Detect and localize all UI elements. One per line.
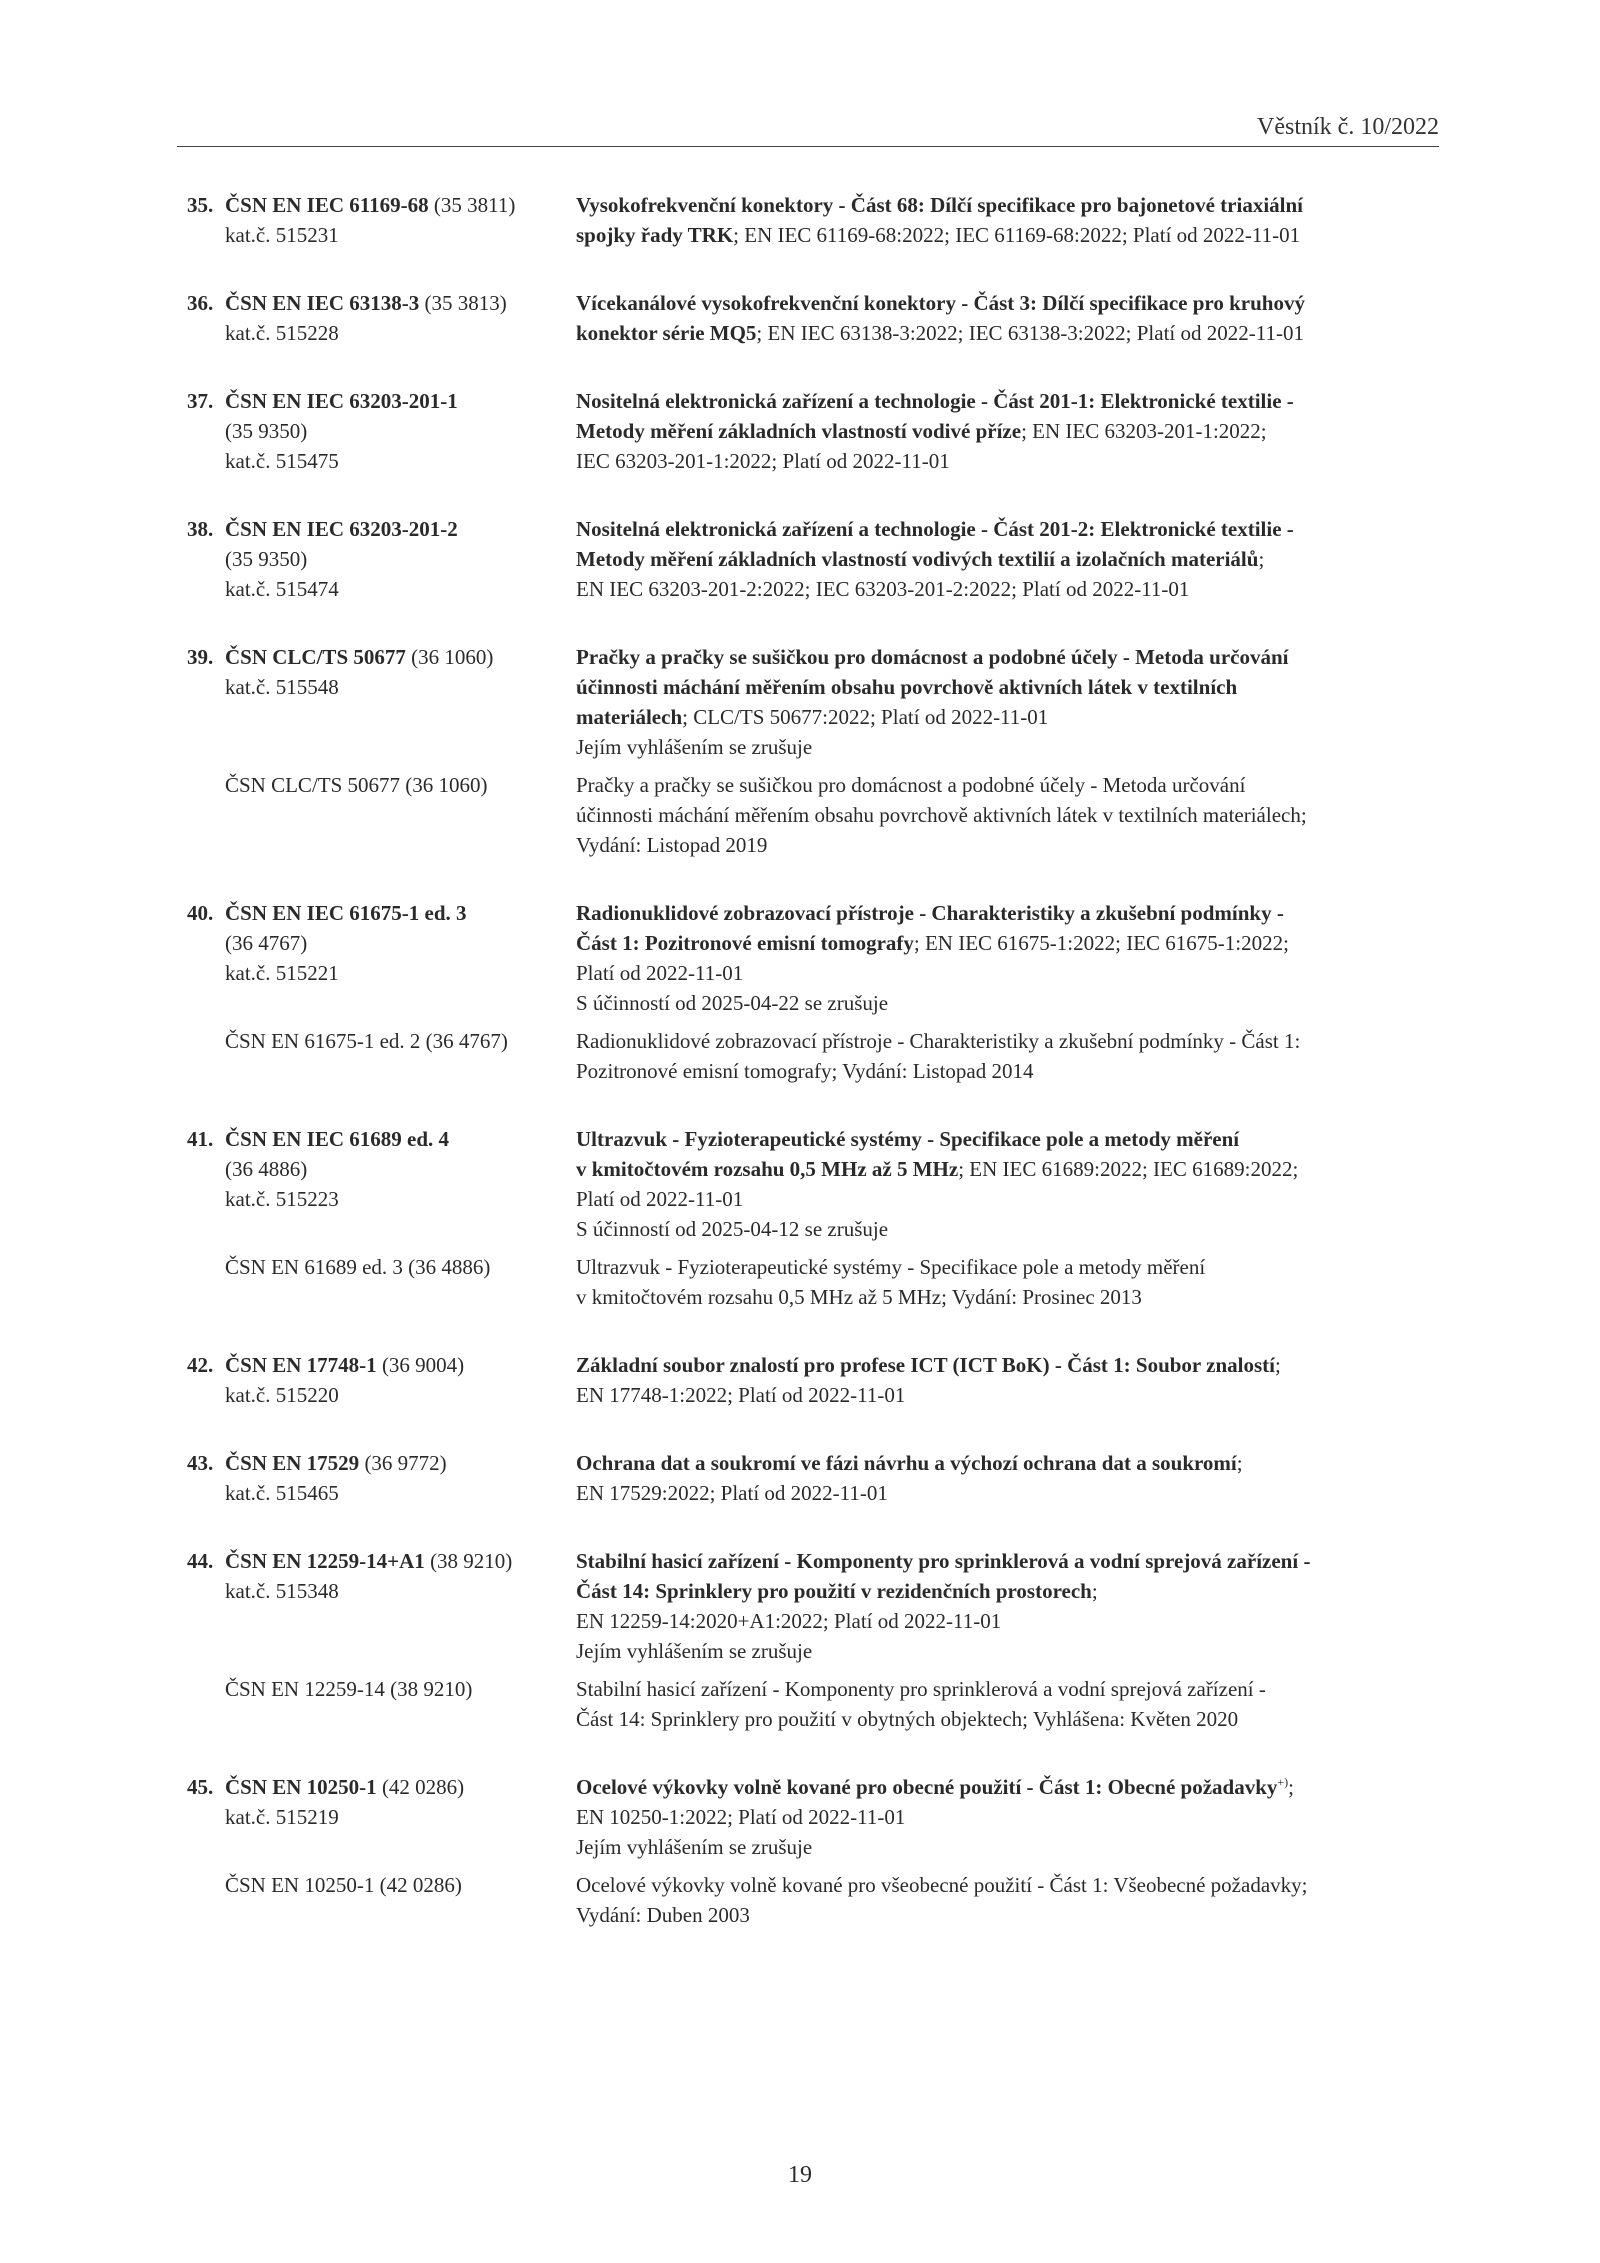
standard-text: EN 17748-1:2022; Platí od 2022-11-01 (576, 1383, 906, 1407)
description-line (576, 1184, 1439, 1214)
standard-row (187, 1448, 1439, 1508)
replaced-designation (187, 1026, 576, 1086)
replaced-designation (187, 1674, 576, 1734)
replaced-description-line: účinnosti máchání měřením obsahu povrchově aktivních látek v textilních materiálech; (576, 803, 1307, 827)
description-line (576, 1636, 1439, 1666)
standard-row (187, 1772, 1439, 1862)
catalog-line (187, 416, 576, 446)
standard-text: ; EN IEC 63203-201-1:2022; (1021, 419, 1267, 443)
standard-title-bold: v kmitočtovém rozsahu 0,5 MHz až 5 MHz (576, 1157, 959, 1181)
replaced-description-line: Stabilní hasicí zařízení - Komponenty pro sprinklerová a vodní sprejová zařízení - (576, 1677, 1266, 1701)
standard-title-bold: Nositelná elektronická zařízení a technologie - Část 201-2: Elektronické textilie - (576, 517, 1294, 541)
standard-title-bold: Část 1: Pozitronové emisní tomografy (576, 931, 914, 955)
catalog-line (187, 1154, 576, 1184)
designation-line (187, 514, 576, 544)
standard-title-bold: Stabilní hasicí zařízení - Komponenty pro sprinklerová a vodní sprejová zařízení - (576, 1549, 1311, 1573)
replaced-standard-row (187, 1252, 1439, 1312)
standard-text: ; EN IEC 63138-3:2022; IEC 63138-3:2022; Platí od 2022-11-01 (756, 321, 1304, 345)
standard-text: ; EN IEC 61169-68:2022; IEC 61169-68:2022; Platí od 2022-11-01 (733, 223, 1301, 247)
standard-title-bold: Ocelové výkovky volně kované pro obecné použití - Část 1: Obecné požadavky (576, 1775, 1278, 1799)
catalog-line (187, 220, 576, 250)
standard-title-bold: Metody měření základních vlastností vodivých textilií a izolačních materiálů (576, 547, 1259, 571)
description-line (576, 1214, 1439, 1244)
standard-text: kat.č. 515219 (225, 1805, 339, 1829)
catalog-line (187, 318, 576, 348)
description-line (576, 1802, 1439, 1832)
standard-title-bold: ČSN EN IEC 61675-1 ed. 3 (225, 901, 467, 925)
standard-description (576, 1772, 1439, 1862)
standard-title-bold: účinnosti máchání měřením obsahu povrchově aktivních látek v textilních (576, 675, 1238, 699)
standard-description (576, 1448, 1439, 1508)
description-line (576, 514, 1439, 544)
standard-entry (187, 1350, 1439, 1410)
standard-text: (35 9350) (225, 419, 308, 443)
standard-entry (187, 642, 1439, 860)
standard-entry (187, 1546, 1439, 1734)
standard-designation (187, 1546, 576, 1666)
description-line (576, 1832, 1439, 1862)
description-line (576, 1546, 1439, 1576)
description-line (576, 318, 1439, 348)
entry-number: 37. (187, 389, 214, 413)
replaced-designation-text: ČSN CLC/TS 50677 (36 1060) (225, 773, 488, 797)
standard-text: kat.č. 515348 (225, 1579, 339, 1603)
description-line (576, 1124, 1439, 1154)
designation-line (187, 288, 576, 318)
catalog-line (187, 1802, 576, 1832)
catalog-line (187, 544, 576, 574)
journal-title: Věstník č. 10/2022 (1257, 114, 1439, 140)
standard-text: (36 4886) (225, 1157, 308, 1181)
standard-designation (187, 1124, 576, 1244)
description-line (576, 1350, 1439, 1380)
entry-number: 40. (187, 901, 214, 925)
standard-text: kat.č. 515220 (225, 1383, 339, 1407)
standard-text: (35 3813) (419, 291, 507, 315)
designation-line (187, 386, 576, 416)
standard-title-bold: Ochrana dat a soukromí ve fázi návrhu a výchozí ochrana dat a soukromí (576, 1451, 1237, 1475)
standard-designation (187, 514, 576, 604)
designation-line (187, 190, 576, 220)
standard-text: (36 4767) (225, 931, 308, 955)
standard-title-bold: Základní soubor znalostí pro profese ICT (ICT BoK) - Část 1: Soubor znalostí (576, 1353, 1275, 1377)
description-line (576, 574, 1439, 604)
standard-text: ; (1288, 1775, 1294, 1799)
standard-text: kat.č. 515228 (225, 321, 339, 345)
standard-text: kat.č. 515231 (225, 223, 339, 247)
description-line (576, 642, 1439, 672)
standard-text: EN 17529:2022; Platí od 2022-11-01 (576, 1481, 888, 1505)
description-line (576, 446, 1439, 476)
replaced-description-line: Radionuklidové zobrazovací přístroje - Charakteristiky a zkušební podmínky - Část 1: (576, 1029, 1301, 1053)
replaced-standard-row (187, 1026, 1439, 1086)
description-line (576, 1606, 1439, 1636)
catalog-line (187, 574, 576, 604)
description-line (576, 1478, 1439, 1508)
standard-description (576, 1350, 1439, 1410)
replaced-description-line: Ocelové výkovky volně kované pro všeobecné použití - Část 1: Všeobecné požadavky; (576, 1873, 1308, 1897)
standard-text: Jejím vyhlášením se zrušuje (576, 1639, 813, 1663)
catalog-line (187, 1380, 576, 1410)
replaced-standard-row (187, 770, 1439, 860)
standard-title-bold: Vícekanálové vysokofrekvenční konektory - Část 3: Dílčí specifikace pro kruhový (576, 291, 1305, 315)
replaced-standard-row (187, 1674, 1439, 1734)
description-line (576, 288, 1439, 318)
description-line (576, 1380, 1439, 1410)
standard-title-bold: ČSN EN IEC 63203-201-2 (225, 517, 458, 541)
description-line (576, 1154, 1439, 1184)
standard-designation (187, 386, 576, 476)
replaced-description-line: Část 14: Sprinklery pro použití v obytných objektech; Vyhlášena: Květen 2020 (576, 1707, 1239, 1731)
description-line (576, 898, 1439, 928)
standard-text: kat.č. 515548 (225, 675, 339, 699)
entry-number: 41. (187, 1127, 214, 1151)
description-line (576, 988, 1439, 1018)
replaced-designation-text: ČSN EN 61689 ed. 3 (36 4886) (225, 1255, 491, 1279)
standard-designation (187, 642, 576, 762)
description-line (576, 702, 1439, 732)
page-number: 19 (788, 2162, 812, 2188)
standard-designation (187, 898, 576, 1018)
entry-number: 42. (187, 1353, 214, 1377)
description-line (576, 1448, 1439, 1478)
replaced-description (576, 1026, 1439, 1086)
standard-description (576, 514, 1439, 604)
replaced-designation (187, 1870, 576, 1930)
entry-number: 36. (187, 291, 214, 315)
standard-text: ; EN IEC 61689:2022; IEC 61689:2022; (958, 1157, 1299, 1181)
replaced-description-line: Vydání: Duben 2003 (576, 1903, 750, 1927)
standard-entry (187, 1448, 1439, 1508)
standard-text: S účinností od 2025-04-12 se zrušuje (576, 1217, 889, 1241)
standard-title-bold: ČSN EN 17748-1 (225, 1353, 377, 1377)
designation-line (187, 898, 576, 928)
standard-row (187, 1350, 1439, 1410)
standard-title-bold: ČSN EN IEC 61689 ed. 4 (225, 1127, 450, 1151)
designation-line (187, 642, 576, 672)
standard-title-bold: ČSN EN 12259-14+A1 (225, 1549, 425, 1573)
replaced-designation-text: ČSN EN 12259-14 (38 9210) (225, 1677, 473, 1701)
standard-entry (187, 386, 1439, 476)
description-line (576, 732, 1439, 762)
replaced-description-line: Vydání: Listopad 2019 (576, 833, 768, 857)
description-line (576, 672, 1439, 702)
catalog-line (187, 672, 576, 702)
standard-row (187, 898, 1439, 1018)
standard-title-bold: Ultrazvuk - Fyzioterapeutické systémy - Specifikace pole a metody měření (576, 1127, 1240, 1151)
description-line (576, 1576, 1439, 1606)
standard-description (576, 1124, 1439, 1244)
standard-description (576, 190, 1439, 250)
standard-title-bold: spojky řady TRK (576, 223, 734, 247)
replaced-description (576, 1674, 1439, 1734)
catalog-line (187, 1478, 576, 1508)
standard-title-bold: Radionuklidové zobrazovací přístroje - Charakteristiky a zkušební podmínky - (576, 901, 1284, 925)
standard-description (576, 386, 1439, 476)
standard-text: ; CLC/TS 50677:2022; Platí od 2022-11-01 (682, 705, 1049, 729)
entry-number: 39. (187, 645, 214, 669)
replaced-standard-row (187, 1870, 1439, 1930)
standard-description (576, 898, 1439, 1018)
replaced-description (576, 770, 1439, 860)
standard-text: IEC 63203-201-1:2022; Platí od 2022-11-01 (576, 449, 950, 473)
standard-entry (187, 898, 1439, 1086)
standard-designation (187, 1350, 576, 1410)
standard-title-bold: Vysokofrekvenční konektory - Část 68: Dílčí specifikace pro bajonetové triaxiální (576, 193, 1304, 217)
standard-row (187, 642, 1439, 762)
description-line (576, 416, 1439, 446)
standard-text: (35 3811) (428, 193, 516, 217)
standard-text: Platí od 2022-11-01 (576, 961, 744, 985)
standard-text: (36 9772) (359, 1451, 447, 1475)
replaced-description-line: v kmitočtovém rozsahu 0,5 MHz až 5 MHz; Vydání: Prosinec 2013 (576, 1285, 1142, 1309)
standard-text: kat.č. 515475 (225, 449, 339, 473)
description-line (576, 1772, 1439, 1802)
standard-title-bold: materiálech (576, 705, 683, 729)
standard-text: kat.č. 515221 (225, 961, 339, 985)
standard-text: kat.č. 515223 (225, 1187, 339, 1211)
standard-title-bold: Pračky a pračky se sušičkou pro domácnost a podobné účely - Metoda určování (576, 645, 1289, 669)
designation-line (187, 1124, 576, 1154)
standard-title-bold: konektor série MQ5 (576, 321, 757, 345)
standard-text: (42 0286) (376, 1775, 465, 1799)
standard-row (187, 1124, 1439, 1244)
footnote-marker: +) (1277, 1775, 1289, 1789)
replaced-description (576, 1870, 1439, 1930)
standard-designation (187, 288, 576, 348)
standard-entry (187, 190, 1439, 250)
entry-number: 44. (187, 1549, 214, 1573)
standard-text: (38 9210) (424, 1549, 513, 1573)
replaced-designation (187, 770, 576, 860)
standard-text: Jejím vyhlášením se zrušuje (576, 735, 813, 759)
standard-title-bold: Metody měření základních vlastností vodivé příze (576, 419, 1022, 443)
standard-description (576, 642, 1439, 762)
standard-title-bold: ČSN EN IEC 61169-68 (225, 193, 429, 217)
standard-entry (187, 1124, 1439, 1312)
catalog-line (187, 446, 576, 476)
standard-entry (187, 288, 1439, 348)
standard-text: ; (1258, 547, 1265, 571)
replaced-description (576, 1252, 1439, 1312)
standard-text: kat.č. 515465 (225, 1481, 339, 1505)
page-header (177, 106, 1439, 147)
standard-text: ; (1236, 1451, 1243, 1475)
standard-row (187, 514, 1439, 604)
entry-number: 38. (187, 517, 214, 541)
catalog-line (187, 1576, 576, 1606)
standard-row (187, 386, 1439, 476)
standard-text: kat.č. 515474 (225, 577, 339, 601)
standard-text: (36 1060) (405, 645, 494, 669)
description-line (576, 386, 1439, 416)
standard-title-bold: Nositelná elektronická zařízení a technologie - Část 201-1: Elektronické textilie - (576, 389, 1294, 413)
standard-title-bold: ČSN EN 10250-1 (225, 1775, 377, 1799)
standard-title-bold: ČSN EN 17529 (225, 1451, 360, 1475)
designation-line (187, 1448, 576, 1478)
designation-line (187, 1350, 576, 1380)
standard-title-bold: Část 14: Sprinklery pro použití v rezidenčních prostorech (576, 1579, 1092, 1603)
standards-list (187, 190, 1439, 1968)
standard-row (187, 288, 1439, 348)
designation-line (187, 1772, 576, 1802)
standard-text: ; EN IEC 61675-1:2022; IEC 61675-1:2022; (913, 931, 1289, 955)
standard-title-bold: ČSN EN IEC 63138-3 (225, 291, 420, 315)
catalog-line (187, 1184, 576, 1214)
replaced-description-line: Pračky a pračky se sušičkou pro domácnost a podobné účely - Metoda určování (576, 773, 1246, 797)
description-line (576, 190, 1439, 220)
entry-number: 35. (187, 193, 214, 217)
standard-text: EN 10250-1:2022; Platí od 2022-11-01 (576, 1805, 906, 1829)
standard-designation (187, 190, 576, 250)
standard-text: (35 9350) (225, 547, 308, 571)
catalog-line (187, 928, 576, 958)
standard-text: (36 9004) (376, 1353, 465, 1377)
description-line (576, 958, 1439, 988)
standard-title-bold: ČSN EN IEC 63203-201-1 (225, 389, 458, 413)
replaced-description-line: Pozitronové emisní tomografy; Vydání: Listopad 2014 (576, 1059, 1034, 1083)
standard-designation (187, 1772, 576, 1862)
replaced-designation-text: ČSN EN 10250-1 (42 0286) (225, 1873, 462, 1897)
standard-text: S účinností od 2025-04-22 se zrušuje (576, 991, 889, 1015)
entry-number: 45. (187, 1775, 214, 1799)
standard-description (576, 288, 1439, 348)
standard-text: Jejím vyhlášením se zrušuje (576, 1835, 813, 1859)
replaced-designation (187, 1252, 576, 1312)
standard-text: ; (1274, 1353, 1281, 1377)
standard-designation (187, 1448, 576, 1508)
standard-row (187, 190, 1439, 250)
standard-text: EN 12259-14:2020+A1:2022; Platí od 2022-11-01 (576, 1609, 1002, 1633)
replaced-description-line: Ultrazvuk - Fyzioterapeutické systémy - Specifikace pole a metody měření (576, 1255, 1206, 1279)
standard-title-bold: ČSN CLC/TS 50677 (225, 645, 406, 669)
catalog-line (187, 958, 576, 988)
standard-text: ; (1091, 1579, 1098, 1603)
standard-entry (187, 1772, 1439, 1930)
designation-line (187, 1546, 576, 1576)
description-line (576, 220, 1439, 250)
standard-text: Platí od 2022-11-01 (576, 1187, 744, 1211)
entry-number: 43. (187, 1451, 214, 1475)
standard-entry (187, 514, 1439, 604)
standard-text: EN IEC 63203-201-2:2022; IEC 63203-201-2:2022; Platí od 2022-11-01 (576, 577, 1190, 601)
replaced-designation-text: ČSN EN 61675-1 ed. 2 (36 4767) (225, 1029, 508, 1053)
standard-description (576, 1546, 1439, 1666)
description-line (576, 544, 1439, 574)
standard-row (187, 1546, 1439, 1666)
description-line (576, 928, 1439, 958)
